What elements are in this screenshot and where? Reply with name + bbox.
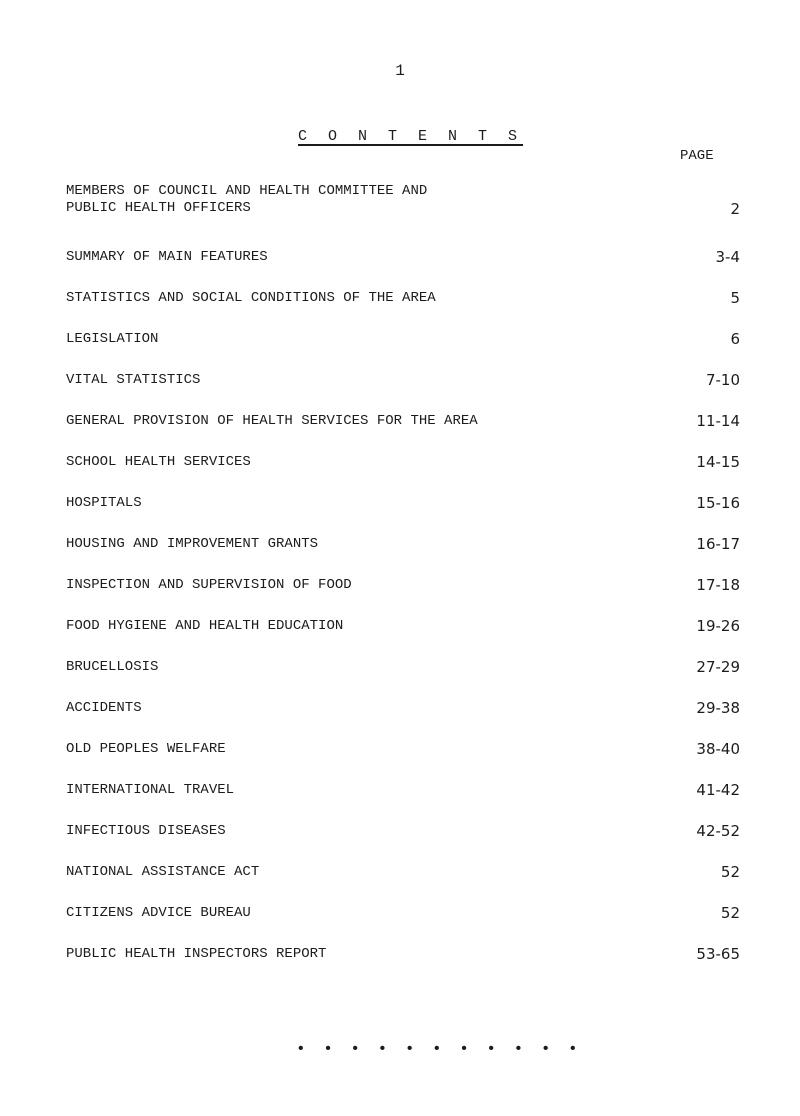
toc-entry-page: 15-16 (696, 494, 740, 512)
toc-entry-title: FOOD HYGIENE AND HEALTH EDUCATION (66, 618, 344, 634)
toc-entry-page: 53-65 (696, 945, 740, 963)
toc-entry-page: 41-42 (696, 781, 740, 799)
page-title: C O N T E N T S (298, 128, 524, 145)
toc-entry-title: GENERAL PROVISION OF HEALTH SERVICES FOR THE AREA (66, 413, 478, 429)
toc-entry-page: 38-40 (696, 740, 740, 758)
toc-entry-title: MEMBERS OF COUNCIL AND HEALTH COMMITTEE AND PUBLIC HEALTH OFFICERS (66, 183, 428, 216)
toc-entry-page: 52 (720, 863, 740, 881)
toc-entry-title: INSPECTION AND SUPERVISION OF FOOD (66, 577, 352, 593)
toc-entry-title: HOUSING AND IMPROVEMENT GRANTS (66, 536, 319, 552)
toc-entry-title: BRUCELLOSIS (66, 659, 159, 675)
page-column-heading: PAGE (680, 148, 714, 164)
toc-entry-page: 52 (720, 904, 740, 922)
toc-entry-page: 3-4 (715, 248, 740, 266)
toc-entry-page: 27-29 (696, 658, 740, 676)
toc-entry-title: LEGISLATION (66, 331, 159, 347)
toc-entry-page: 5 (730, 289, 740, 307)
toc-entry-page: 14-15 (696, 453, 740, 471)
toc-entry-title: INTERNATIONAL TRAVEL (66, 782, 235, 798)
end-marker: • • • • • • • • • • • (296, 1040, 582, 1058)
page-number: 1 (395, 62, 405, 80)
toc-entry-page: 7-10 (705, 371, 740, 389)
toc-entry-title: NATIONAL ASSISTANCE ACT (66, 864, 260, 880)
toc-entry-page: 19-26 (696, 617, 740, 635)
toc-entry-title: SUMMARY OF MAIN FEATURES (66, 249, 268, 265)
toc-entry-page: 29-38 (696, 699, 740, 717)
toc-entry-page: 6 (730, 330, 740, 348)
toc-entry-page: 2 (730, 200, 740, 218)
toc-entry-page: 17-18 (696, 576, 740, 594)
toc-entry-page: 42-52 (696, 822, 740, 840)
toc-entry-title: ACCIDENTS (66, 700, 142, 716)
toc-entry-title: OLD PEOPLES WELFARE (66, 741, 226, 757)
toc-entry-title: STATISTICS AND SOCIAL CONDITIONS OF THE AREA (66, 290, 436, 306)
toc-entry-title: PUBLIC HEALTH INSPECTORS REPORT (66, 946, 327, 962)
toc-entry-title: SCHOOL HEALTH SERVICES (66, 454, 251, 470)
toc-entry-page: 11-14 (696, 412, 740, 430)
toc-entry-title: HOSPITALS (66, 495, 142, 511)
toc-entry-title: VITAL STATISTICS (66, 372, 201, 388)
toc-entry-page: 16-17 (696, 535, 740, 553)
toc-entry-title: CITIZENS ADVICE BUREAU (66, 905, 251, 921)
toc-entry-title: INFECTIOUS DISEASES (66, 823, 226, 839)
